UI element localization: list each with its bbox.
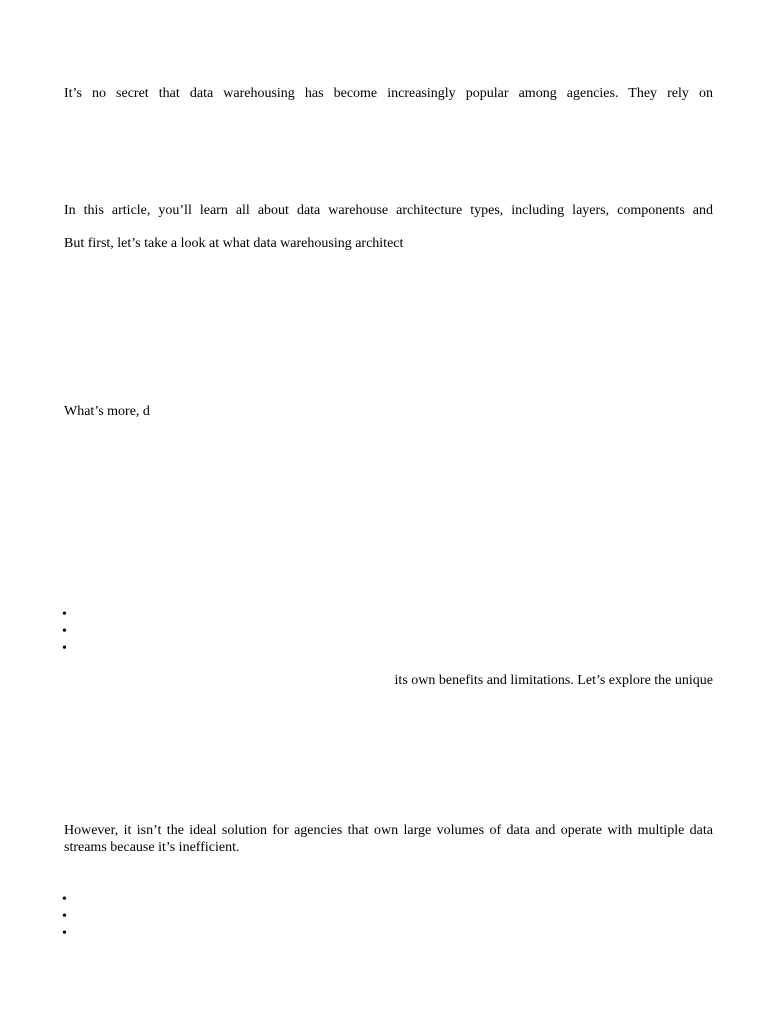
paragraph-benefits-limitations: its own benefits and limitations. Let’s explore the unique bbox=[394, 673, 713, 688]
bullet-marker: • bbox=[62, 926, 67, 941]
paragraph-article-overview: In this article, you’ll learn all about data warehouse architecture types, including layers, components and bbox=[64, 203, 713, 218]
paragraph-whats-more: What’s more, d bbox=[64, 404, 150, 419]
bullet-marker: • bbox=[62, 607, 67, 622]
paragraph-however: However, it isn’t the ideal solution for agencies that own large volumes of data and operate with multiple data streams because it’s inefficient. bbox=[64, 823, 713, 855]
paragraph-intro: It’s no secret that data warehousing has become increasingly popular among agencies. They rely on bbox=[64, 86, 713, 101]
bullet-marker: • bbox=[62, 892, 67, 907]
bullet-marker: • bbox=[62, 624, 67, 639]
bullet-marker: • bbox=[62, 641, 67, 656]
paragraph-first-look: But first, let’s take a look at what data warehousing architect bbox=[64, 236, 404, 251]
bullet-marker: • bbox=[62, 909, 67, 924]
